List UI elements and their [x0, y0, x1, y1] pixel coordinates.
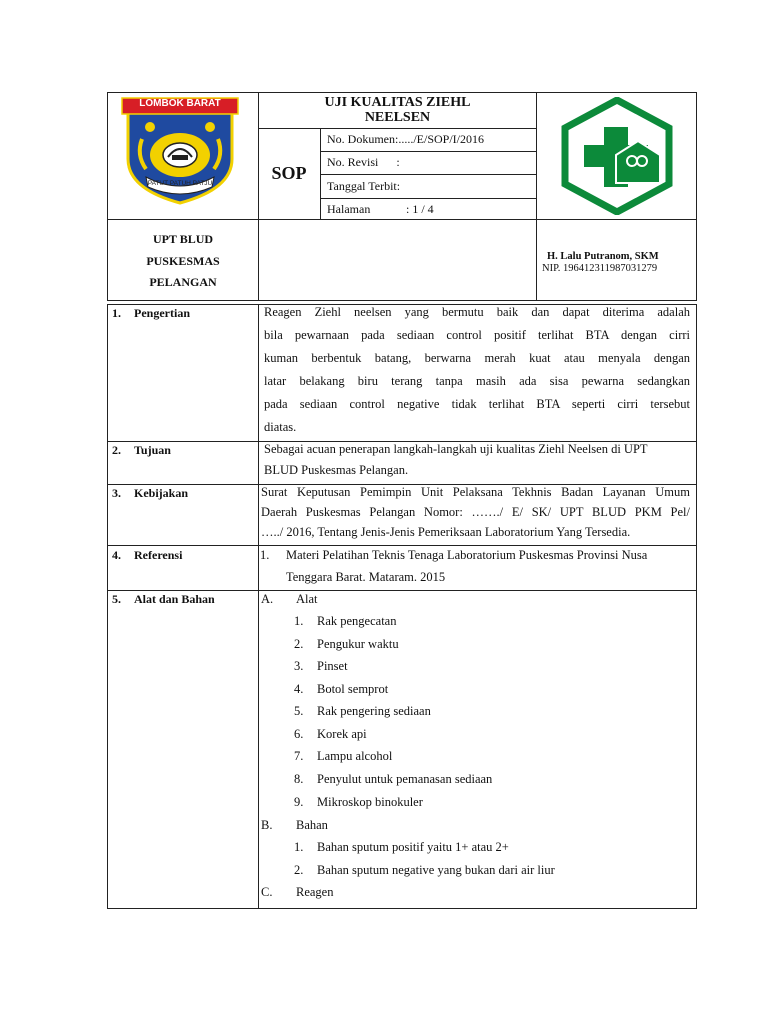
- list-item: Rak pengering sediaan: [317, 704, 431, 718]
- list-item-number: 9.: [294, 795, 304, 809]
- section-5-label: Alat dan Bahan: [134, 592, 215, 606]
- section-1-label: Pengertian: [134, 306, 190, 320]
- list-item-number: 4.: [294, 682, 304, 696]
- sop-label: SOP: [271, 163, 307, 183]
- section-1-line: latar belakang biru terang tanpa masih ada sisa pewarna sedangkan: [264, 374, 690, 388]
- list-item-number: 1.: [294, 614, 304, 628]
- list-item: Penyulut untuk pemanasan sediaan: [317, 772, 493, 786]
- org-line-2: PUSKESMAS: [146, 254, 220, 268]
- section-1-line: bila pewarnaan pada sediaan control positif terlihat BTA dengan cirri: [264, 328, 690, 342]
- section-3-line: Surat Keputusan Pemimpin Unit Pelaksana Tekhnis Badan Layanan Umum: [261, 485, 690, 499]
- list-item-number: 7.: [294, 749, 304, 763]
- document-number: No. Dokumen:...../E/SOP/I/2016: [327, 132, 485, 146]
- list-item: Lampu alcohol: [317, 749, 393, 763]
- section-5-number: 5.: [112, 592, 121, 606]
- list-item-number: 8.: [294, 772, 304, 786]
- list-item-number: 5.: [294, 704, 304, 718]
- list-item: Pinset: [317, 659, 348, 673]
- group-letter: A.: [261, 592, 274, 606]
- section-2-line: BLUD Puskesmas Pelangan.: [264, 463, 409, 477]
- section-1-number: 1.: [112, 306, 121, 320]
- list-item-number: 3.: [294, 659, 304, 673]
- list-item: Bahan sputum positif yaitu 1+ atau 2+: [317, 840, 509, 854]
- section-3-line: …../ 2016, Tentang Jenis-Jenis Pemeriksaan Laboratorium Yang Tersedia.: [261, 525, 631, 539]
- org-line-3: PELANGAN: [149, 275, 217, 289]
- list-item: Korek api: [317, 727, 367, 741]
- section-2-label: Tujuan: [134, 443, 171, 457]
- section-2-line: Sebagai acuan penerapan langkah-langkah uji kualitas Ziehl Neelsen di UPT: [264, 442, 648, 456]
- group-title: Bahan: [296, 818, 328, 832]
- list-item: Rak pengecatan: [317, 614, 397, 628]
- list-item: Pengukur waktu: [317, 637, 399, 651]
- list-item: Bahan sputum negative yang bukan dari air liur: [317, 863, 555, 877]
- signer-nip: NIP. 196412311987031279: [542, 263, 658, 274]
- page-value: : 1 / 4: [406, 202, 434, 216]
- group-title: Alat: [296, 592, 318, 606]
- group-title: Reagen: [296, 885, 334, 899]
- section-1-line: diatas.: [264, 420, 297, 434]
- logo-banner-text: LOMBOK BARAT: [139, 98, 221, 109]
- list-item-number: 6.: [294, 727, 304, 741]
- logo-motto-text: PATUT PATUH PATJU: [147, 180, 213, 187]
- section-3-number: 3.: [112, 486, 121, 500]
- section-4-label: Referensi: [134, 548, 183, 562]
- list-item: Botol semprot: [317, 682, 389, 696]
- section-3-line: Daerah Puskesmas Pelangan Nomor: ……./ E/ SK/ UPT BLUD PKM Pel/: [261, 505, 690, 519]
- section-2-number: 2.: [112, 443, 121, 457]
- revision-number: No. Revisi :: [327, 155, 400, 169]
- section-4-number: 4.: [112, 548, 121, 562]
- list-item: Mikroskop binokuler: [317, 795, 423, 809]
- section-1-line: pada sediaan control negative tidak terlihat BTA seperti cirri tersebut: [264, 397, 690, 411]
- puskesmas-logo: [556, 97, 678, 220]
- signer-name: H. Lalu Putranom, SKM: [547, 251, 659, 262]
- issue-date: Tanggal Terbit:: [327, 179, 401, 193]
- section-3-label: Kebijakan: [134, 486, 189, 500]
- group-letter: B.: [261, 818, 273, 832]
- reference-line: Materi Pelatihan Teknis Tenaga Laboratorium Puskesmas Provinsi Nusa: [286, 548, 648, 562]
- reference-line: Tenggara Barat. Mataram. 2015: [286, 570, 446, 584]
- org-line-1: UPT BLUD: [152, 232, 214, 246]
- list-item-number: 2.: [294, 637, 304, 651]
- page-label: Halaman: [327, 202, 371, 216]
- list-item-number: 2.: [294, 863, 304, 877]
- group-letter: C.: [261, 885, 273, 899]
- document-title: UJI KUALITAS ZIEHL NEELSEN: [324, 95, 471, 125]
- list-item-number: 1.: [294, 840, 304, 854]
- reference-item-number: 1.: [260, 548, 270, 562]
- section-1-line: Reagen Ziehl neelsen yang bermutu baik dan dapat diterima adalah: [264, 305, 690, 319]
- section-1-line: kuman berbentuk batang, berwarna merah kuat atau menyala dengan: [264, 351, 690, 365]
- lombok-barat-logo: [120, 97, 240, 212]
